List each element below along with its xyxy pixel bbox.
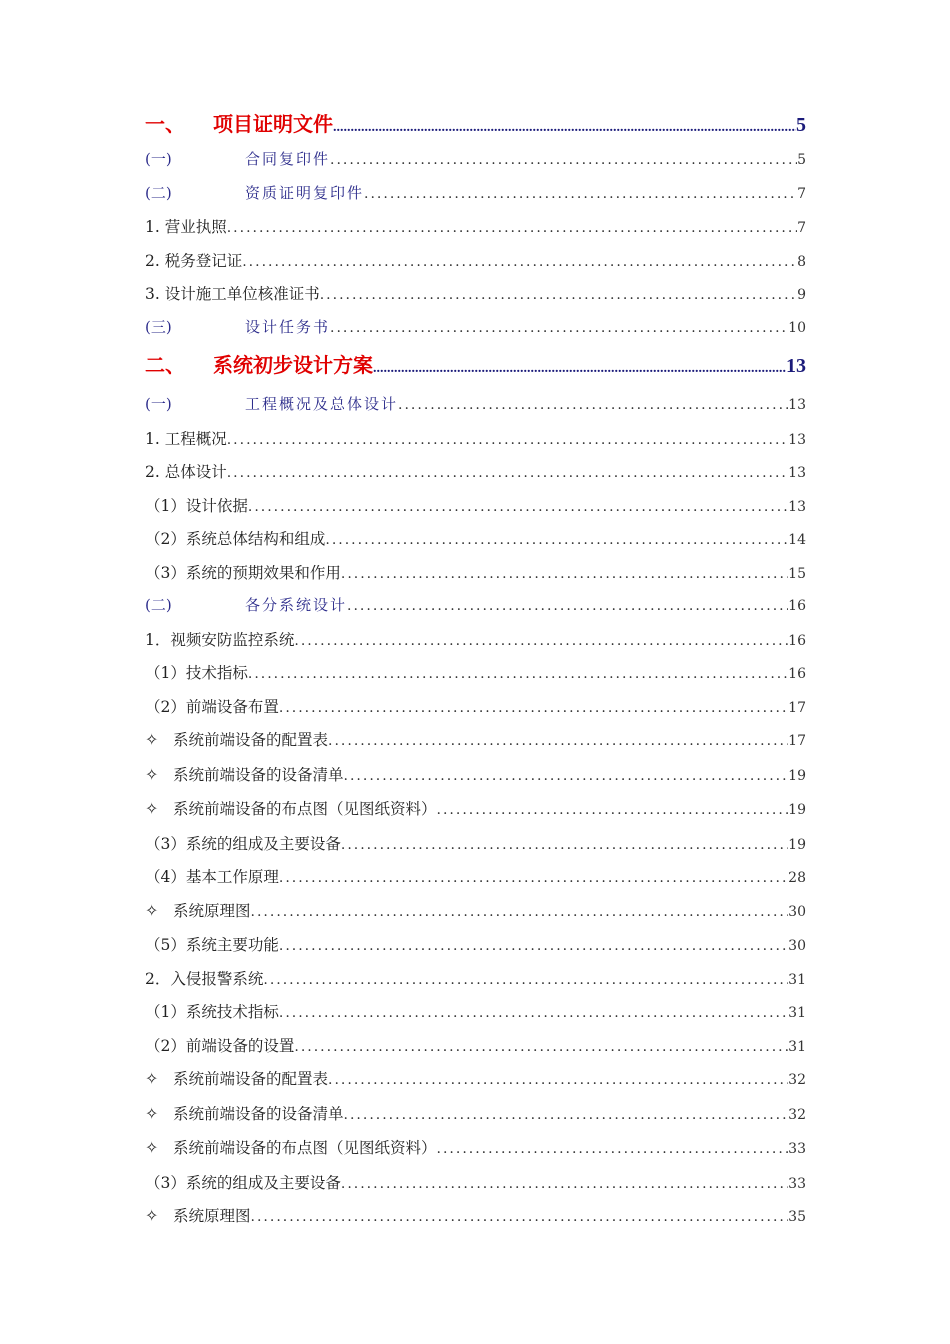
toc-entry-number: 一、 xyxy=(145,114,185,136)
toc-entry-title: 2．入侵报警系统 xyxy=(145,969,264,988)
dot-leader xyxy=(328,1072,788,1088)
toc-entry-page: 28 xyxy=(788,870,806,886)
toc-entry[interactable] xyxy=(145,349,806,393)
toc-entry-number: (三) xyxy=(145,317,172,336)
dot-leader xyxy=(279,1005,788,1021)
toc-entry-page: 33 xyxy=(788,1141,806,1157)
diamond-bullet-icon: ✧ xyxy=(145,900,159,920)
dot-leader xyxy=(437,802,789,818)
toc-entry-title: （5）系统主要功能 xyxy=(145,936,279,954)
toc-entry[interactable] xyxy=(145,865,806,899)
toc-entry[interactable] xyxy=(145,561,806,595)
toc-entry[interactable] xyxy=(145,728,806,763)
diamond-bullet-icon: ✧ xyxy=(145,1138,159,1157)
table-of-contents xyxy=(145,108,806,1239)
dot-leader xyxy=(325,532,788,548)
toc-entry[interactable] xyxy=(145,316,806,350)
toc-entry-number: (二) xyxy=(145,183,172,202)
dot-leader xyxy=(437,1141,789,1157)
dot-leader xyxy=(344,1107,789,1123)
toc-entry-title: 系统前端设备的配置表 xyxy=(173,1070,329,1088)
toc-entry-page: 33 xyxy=(788,1175,806,1192)
dot-leader xyxy=(263,972,788,988)
diamond-bullet-icon: ✧ xyxy=(145,764,159,784)
toc-entry-title: 1. 营业执照 xyxy=(145,218,227,236)
toc-entry[interactable] xyxy=(145,695,806,729)
toc-entry-page: 5 xyxy=(797,152,806,168)
diamond-bullet-icon: ✧ xyxy=(145,1069,159,1088)
toc-entry-title: 设计任务书 xyxy=(245,317,331,336)
toc-entry-page: 16 xyxy=(788,598,806,614)
toc-entry[interactable] xyxy=(145,427,806,461)
toc-entry-title: （1）技术指标 xyxy=(145,664,248,682)
toc-entry-title: （2）系统总体结构和组成 xyxy=(145,530,326,548)
toc-entry-title: 系统前端设备的配置表 xyxy=(173,731,329,749)
toc-entry-title: （3）系统的组成及主要设备 xyxy=(145,1173,341,1192)
toc-entry[interactable] xyxy=(145,215,806,249)
toc-entry-page: 30 xyxy=(788,938,806,954)
dot-leader xyxy=(330,152,797,168)
dot-leader xyxy=(341,837,788,853)
toc-entry[interactable] xyxy=(145,1067,806,1102)
toc-entry-number: (二) xyxy=(145,596,172,614)
toc-entry[interactable] xyxy=(145,1171,806,1205)
dot-leader xyxy=(227,220,797,236)
toc-entry-page: 16 xyxy=(788,632,806,649)
toc-entry-page: 31 xyxy=(788,1038,806,1055)
toc-entry[interactable] xyxy=(145,832,806,866)
dot-leader xyxy=(344,768,789,784)
toc-entry-title: 1．视频安防监控系统 xyxy=(145,630,295,649)
dot-leader xyxy=(341,566,788,582)
toc-entry[interactable] xyxy=(145,494,806,528)
dot-leader xyxy=(330,320,788,336)
dot-leader xyxy=(364,186,797,202)
dot-leader xyxy=(242,254,797,270)
toc-entry-title: 合同复印件 xyxy=(245,150,331,168)
toc-entry-page: 15 xyxy=(788,565,806,582)
toc-entry[interactable] xyxy=(145,108,806,148)
dot-leader xyxy=(248,666,788,682)
dot-leader xyxy=(328,733,788,749)
toc-entry-page: 31 xyxy=(788,1005,806,1021)
toc-entry-page: 13 xyxy=(788,465,806,481)
toc-entry[interactable] xyxy=(145,933,806,967)
toc-entry-title: 系统前端设备的布点图（见图纸资料） xyxy=(173,1139,437,1157)
toc-entry-page: 5 xyxy=(796,114,806,136)
toc-entry[interactable] xyxy=(145,282,806,316)
dot-leader xyxy=(227,465,788,481)
toc-entry[interactable] xyxy=(145,1136,806,1171)
dot-leader xyxy=(251,904,789,920)
toc-entry-page: 16 xyxy=(788,666,806,682)
toc-entry-page: 13 xyxy=(786,355,806,377)
toc-entry-title: （1）设计依据 xyxy=(145,496,248,515)
diamond-bullet-icon: ✧ xyxy=(145,1206,159,1225)
toc-entry-title: （2）前端设备布置 xyxy=(145,697,279,716)
diamond-bullet-icon: ✧ xyxy=(145,730,159,749)
dot-leader xyxy=(347,598,788,614)
toc-entry-title: 工程概况及总体设计 xyxy=(245,395,399,413)
dot-leader xyxy=(251,1209,789,1225)
toc-entry-page: 32 xyxy=(788,1072,806,1088)
toc-entry-page: 19 xyxy=(788,802,806,818)
toc-entry[interactable] xyxy=(145,628,806,662)
toc-entry[interactable] xyxy=(145,182,806,216)
toc-entry-title: 系统初步设计方案 xyxy=(213,355,373,377)
toc-entry-title: 3. 设计施工单位核准证书 xyxy=(145,285,320,303)
toc-entry[interactable] xyxy=(145,763,806,798)
toc-entry-page: 8 xyxy=(797,253,806,270)
toc-entry-page: 7 xyxy=(797,185,806,202)
toc-entry-number: 二、 xyxy=(145,355,185,377)
dot-leader xyxy=(279,938,788,954)
dot-leader xyxy=(279,870,788,886)
dot-leader xyxy=(373,361,786,377)
toc-entry-title: 系统原理图 xyxy=(173,1207,251,1225)
toc-entry-page: 14 xyxy=(788,532,806,548)
dot-leader xyxy=(294,633,788,649)
toc-entry[interactable] xyxy=(145,1204,806,1239)
dot-leader xyxy=(333,120,796,136)
diamond-bullet-icon: ✧ xyxy=(145,1103,159,1123)
toc-entry-page: 10 xyxy=(788,319,806,336)
toc-entry[interactable] xyxy=(145,661,806,695)
toc-entry-page: 19 xyxy=(788,767,806,784)
dot-leader xyxy=(227,432,788,448)
toc-entry[interactable] xyxy=(145,797,806,832)
toc-entry[interactable] xyxy=(145,527,806,561)
toc-entry-title: （2）前端设备的设置 xyxy=(145,1036,295,1055)
toc-entry[interactable] xyxy=(145,1034,806,1068)
toc-entry-title: （1）系统技术指标 xyxy=(145,1003,279,1021)
toc-entry-number: (一) xyxy=(145,395,172,413)
toc-entry[interactable] xyxy=(145,393,806,427)
toc-entry-page: 30 xyxy=(788,903,806,920)
toc-entry[interactable] xyxy=(145,1102,806,1137)
dot-leader xyxy=(398,397,788,413)
toc-entry-page: 13 xyxy=(788,498,806,515)
dot-leader xyxy=(294,1039,788,1055)
toc-entry-page: 9 xyxy=(797,287,806,303)
toc-entry-page: 32 xyxy=(788,1106,806,1123)
toc-entry-title: （3）系统的预期效果和作用 xyxy=(145,563,341,582)
toc-entry[interactable] xyxy=(145,594,806,628)
dot-leader xyxy=(341,1176,788,1192)
toc-entry-title: 系统前端设备的布点图（见图纸资料） xyxy=(173,800,437,818)
toc-entry-title: 2. 税务登记证 xyxy=(145,251,243,270)
toc-entry-title: 1. 工程概况 xyxy=(145,429,227,448)
toc-entry-page: 31 xyxy=(788,971,806,988)
toc-entry-title: （4）基本工作原理 xyxy=(145,868,279,886)
toc-entry-title: 2. 总体设计 xyxy=(145,463,227,481)
dot-leader xyxy=(248,499,788,515)
diamond-bullet-icon: ✧ xyxy=(145,799,159,818)
dot-leader xyxy=(320,287,797,303)
toc-entry-page: 13 xyxy=(788,431,806,448)
toc-entry-title: 系统前端设备的设备清单 xyxy=(173,765,344,784)
toc-entry-title: 资质证明复印件 xyxy=(245,183,365,202)
toc-entry[interactable] xyxy=(145,460,806,494)
toc-entry-title: 项目证明文件 xyxy=(213,114,333,136)
toc-entry-page: 13 xyxy=(788,397,806,413)
toc-entry-number: (一) xyxy=(145,150,172,168)
toc-entry-page: 19 xyxy=(788,836,806,853)
toc-entry-title: 各分系统设计 xyxy=(245,596,348,614)
toc-entry[interactable] xyxy=(145,148,806,182)
toc-entry[interactable] xyxy=(145,967,806,1001)
toc-entry-title: 系统原理图 xyxy=(173,901,251,920)
toc-entry[interactable] xyxy=(145,899,806,934)
toc-entry[interactable] xyxy=(145,1000,806,1034)
toc-entry-page: 17 xyxy=(788,699,806,716)
toc-entry-title: 系统前端设备的设备清单 xyxy=(173,1104,344,1123)
toc-entry-page: 7 xyxy=(797,220,806,236)
toc-entry-title: （3）系统的组成及主要设备 xyxy=(145,834,341,853)
toc-entry[interactable] xyxy=(145,249,806,283)
toc-entry-page: 35 xyxy=(788,1209,806,1225)
dot-leader xyxy=(279,700,788,716)
toc-entry-page: 17 xyxy=(788,733,806,749)
